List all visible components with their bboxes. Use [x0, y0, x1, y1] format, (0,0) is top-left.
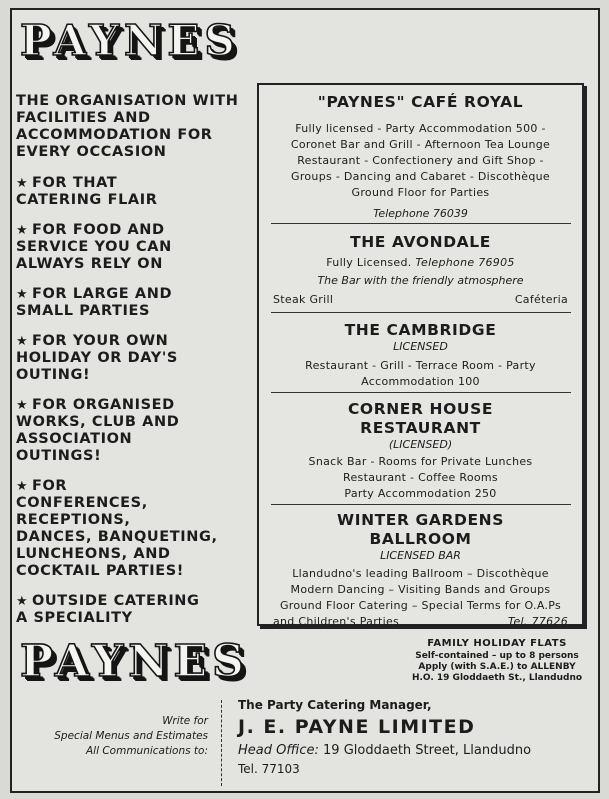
- holiday-line: Self-contained – up to 8 persons: [415, 651, 579, 661]
- venues-box: [257, 83, 584, 626]
- service-bullet: ★ FOR LARGE AND SMALL PARTIES: [16, 286, 173, 319]
- holiday-flats-notice: [402, 637, 592, 684]
- venue-detail: Snack Bar - Rooms for Private Lunches: [308, 455, 533, 468]
- service-bullet: ★ FOR ORGANISED WORKS, CLUB AND ASSOCIATION OUTINGS!: [16, 397, 180, 464]
- star-icon: ★: [16, 223, 29, 238]
- venue-detail: and Children's Parties Tel. 77626: [273, 615, 568, 628]
- contact-divider: [221, 700, 222, 786]
- venue-name: THE AVONDALE: [350, 233, 491, 251]
- contact-telephone: Tel. 77103: [238, 762, 300, 776]
- venue-divider: [271, 223, 571, 224]
- venue-detail: Modern Dancing – Visiting Bands and Groups: [290, 583, 551, 596]
- service-bullet: ★ FOR FOOD AND SERVICE YOU CAN ALWAYS RELY ON: [16, 222, 172, 272]
- venue-tagline: The Bar with the friendly atmosphere: [317, 274, 524, 287]
- venue-detail: Coronet Bar and Grill - Afternoon Tea Lounge: [290, 138, 551, 151]
- venue-name: "PAYNES" CAFÉ ROYAL: [317, 93, 524, 111]
- intro-text: THE ORGANISATION WITH FACILITIES AND ACCOMMODATION FOR EVERY OCCASION: [16, 93, 239, 160]
- venue-corner-house: [259, 400, 582, 502]
- head-office: Head Office: 19 Gloddaeth Street, Llandudno: [238, 743, 532, 758]
- venue-license: Fully Licensed. Telephone 76905: [326, 256, 515, 269]
- venue-license: (LICENSED): [388, 438, 453, 451]
- venue-features: Steak Grill Caféteria: [273, 293, 568, 306]
- venue-detail: Llandudno's leading Ballroom – Discothèque: [292, 567, 549, 580]
- star-icon: ★: [16, 287, 29, 302]
- venue-detail: Ground Floor Catering – Special Terms for O.A.Ps: [279, 599, 562, 612]
- venue-detail: Fully licensed - Party Accommodation 500 -: [295, 122, 546, 135]
- venue-telephone: Telephone 76039: [373, 207, 468, 220]
- venue-detail: Ground Floor for Parties: [351, 186, 490, 199]
- star-icon: ★: [16, 594, 29, 609]
- holiday-line: Apply (with S.A.E.) to ALLENBY: [418, 662, 576, 672]
- venue-detail: Party Accommodation 250: [344, 487, 497, 500]
- venue-detail: Restaurant - Grill - Terrace Room - Party: [305, 359, 536, 372]
- venue-cambridge: [259, 321, 582, 390]
- venue-name: THE CAMBRIDGE: [344, 321, 497, 339]
- venue-name: BALLROOM: [369, 530, 472, 548]
- venue-detail: Restaurant - Confectionery and Gift Shop -: [297, 154, 544, 167]
- company-name: J. E. PAYNE LIMITED: [238, 716, 476, 738]
- venue-license: LICENSED BAR: [380, 549, 461, 562]
- venue-name: RESTAURANT: [360, 419, 481, 437]
- venue-cafe-royal: [259, 93, 582, 221]
- paynes-logo-bottom: PAYNES: [20, 636, 249, 687]
- venue-name: WINTER GARDENS: [337, 511, 504, 529]
- venue-detail: Groups - Dancing and Cabaret - Discothèque: [291, 170, 550, 183]
- contact-manager: The Party Catering Manager,: [238, 698, 432, 712]
- venue-detail: Accommodation 100: [361, 375, 480, 388]
- venue-divider: [271, 392, 571, 393]
- holiday-title: FAMILY HOLIDAY FLATS: [427, 638, 567, 649]
- venue-license: LICENSED: [393, 340, 448, 353]
- venue-detail: Restaurant - Coffee Rooms: [343, 471, 498, 484]
- star-icon: ★: [16, 398, 29, 413]
- venue-name: CORNER HOUSE: [347, 400, 494, 418]
- star-icon: ★: [16, 334, 29, 349]
- service-bullet: ★ FOR CONFERENCES, RECEPTIONS, DANCES, BANQUETING, LUNCHEONS, AND COCKTAIL PARTIES!: [16, 478, 218, 579]
- star-icon: ★: [16, 176, 29, 191]
- venue-winter-gardens: [259, 511, 582, 630]
- contact-block: [238, 697, 588, 778]
- venue-divider: [271, 312, 571, 313]
- paynes-logo-top: PAYNES: [20, 16, 240, 65]
- service-bullet: ★ FOR THAT CATERING FLAIR: [16, 175, 158, 208]
- holiday-line: H.O. 19 Gloddaeth St., Llandudno: [411, 673, 583, 683]
- service-bullet: ★ OUTSIDE CATERING A SPECIALITY: [16, 593, 200, 626]
- services-column: [16, 93, 246, 640]
- write-for-note: Write for Special Menus and Estimates All Communications to:: [54, 715, 208, 757]
- service-bullet: ★ FOR YOUR OWN HOLIDAY OR DAY'S OUTING!: [16, 333, 178, 383]
- star-icon: ★: [16, 479, 29, 494]
- venue-divider: [271, 504, 571, 505]
- venue-avondale: [259, 233, 582, 308]
